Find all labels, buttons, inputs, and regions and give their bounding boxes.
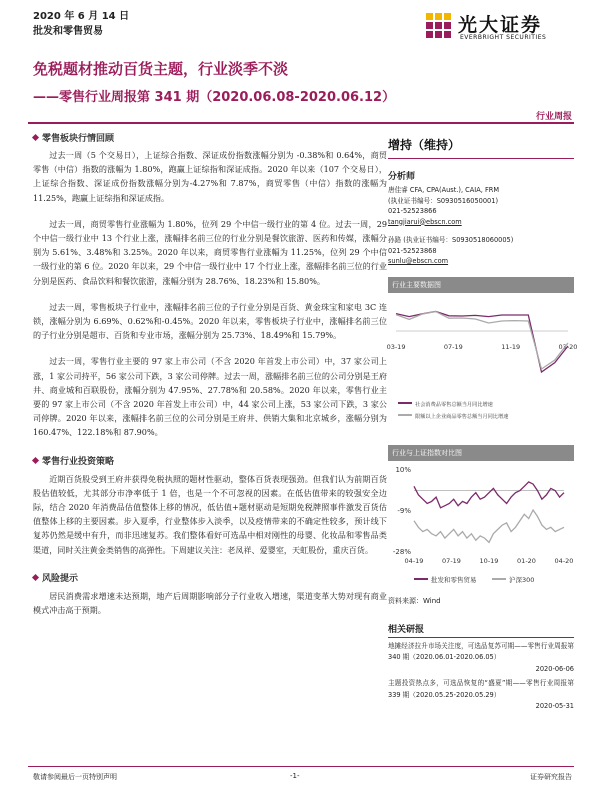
footer-disclaimer: 敬请参阅最后一页特别声明: [33, 773, 117, 781]
logo-mark-icon: [424, 10, 454, 42]
paragraph: 近期百货股受到王府井获得免税执照的题材性驱动，整体百货表现强劲。但我们认为前期百货股估值较低，尤其部分市净率低于 1 倍，也是一个不可忽视的因素。在低估值带来的较强安全边际，结合 2020 年消费品估值整体上移的情况，低估值+题材驱动是短期免税牌照事件激发百货估值整体上移的主要因素。步入夏季，行业整体步入淡季，以及疫情带来的不确定性较多，预计线下复苏仍然是缓中有升，而非迅速复苏。我们整体看好可选品中相对刚性的母婴、化妆品和零售品类渠道，同时关注黄金类销售的高弹性。下周建议关注：老凤祥、爱婴室，天虹股份，重庆百货。: [33, 473, 387, 555]
analyst-phone: 021-52523868: [388, 246, 437, 255]
page-number: -1-: [290, 772, 300, 780]
industry-name: 批发和零售贸易: [33, 26, 103, 37]
logo-en-text: EVERBRIGHT SECURITIES: [460, 34, 547, 41]
paragraph: 过去一周，零售板块子行业中，涨幅排名前三位的子行业分别是百货、黄金珠宝和家电 3C 连锁，涨幅分别为 6.69%、0.62%和-0.45%。2020 年以来，零售板块子行业中，涨幅排名前三位的子行业分别是超市、百货和专业市场，涨幅分别为 25.73%、18.49%和 15.79%。: [33, 301, 387, 341]
logo-cn-text: 光大证券: [458, 14, 543, 36]
analyst-email-link[interactable]: tangjiarui@ebscn.com: [388, 217, 462, 226]
report-type: 行业周报: [535, 112, 572, 122]
x-tick-label: 04-20: [554, 556, 574, 565]
analyst-card: [388, 235, 574, 267]
legend-label: 限额以上企业商品零售总额当月同比增速: [415, 413, 509, 420]
series-line: [396, 311, 568, 368]
chart1-svg: [386, 293, 578, 435]
chart-source: 资料来源：Wind: [388, 596, 441, 605]
analyst-name: 唐佳睿 CFA, CPA(Aust.), CAIA, FRM: [388, 186, 500, 194]
analyst-heading: 分析师: [388, 172, 416, 182]
related-report-date: 2020-05-31: [535, 702, 574, 710]
section-heading-strategy: [33, 452, 387, 470]
diamond-bullet-icon: [32, 574, 39, 581]
analyst-email-link[interactable]: sunlu@ebscn.com: [388, 257, 449, 265]
analyst-cert: (执业证书编号：S0930516050001): [388, 196, 499, 205]
diamond-bullet-icon: [32, 133, 39, 140]
series-line: [414, 481, 564, 507]
chart1-title: 行业主要数据图: [388, 277, 574, 293]
related-report-text[interactable]: 地摊经济拉升市场关注度，可选品复苏可期——零售行业周报第 340 期（2020.06.01-2020.06.05）: [388, 641, 574, 661]
legend-label: 批发和零售贸易: [431, 575, 477, 584]
analyst-phone: 021-52523866: [388, 207, 437, 215]
legend-label: 沪深300: [509, 575, 535, 584]
related-report-text[interactable]: 主题投资热点多，可选品恢复的“盛夏”期——零售行业周报第 339 期（2020.05.25-2020.05.29）: [388, 679, 574, 699]
company-logo: [424, 10, 574, 44]
report-subtitle: ——零售行业周报第 341 期（2020.06.08-2020.06.12）: [33, 90, 396, 105]
header-divider: [28, 122, 574, 124]
y-tick-label: -28%: [392, 547, 411, 556]
chart2-title: 行业与上证指数对比图: [388, 445, 574, 461]
related-report-date: 2020-06-06: [535, 664, 574, 673]
report-meta: [33, 9, 129, 39]
footer-divider: [28, 766, 574, 767]
diamond-bullet-icon: [32, 457, 39, 464]
analyst-name: 孙路 (执业证书编号：S0930518060005): [388, 236, 514, 244]
chart2-svg: [388, 461, 574, 593]
main-column: [33, 128, 387, 629]
section-heading-review: [33, 128, 387, 146]
x-tick-label: 04-19: [404, 556, 424, 565]
x-tick-label: 01-20: [517, 556, 536, 565]
report-date: 2020 年 6 月 14 日: [33, 11, 130, 22]
report-title: 免税题材推动百货主题，行业淡季不淡: [33, 60, 289, 78]
analyst-card: [388, 185, 574, 227]
paragraph: 过去一周，零售行业主要的 97 家上市公司（不含 2020 年首发上市公司）中，37 家公司上涨，1 家公司持平，56 家公司下跌，3 家公司停牌。过去一周，涨幅排名前三位的公司分别是王府井、商业城和百联股份，涨幅分别为 47.95%、27.78%和 20.58%。2020 年以来，零售行业主要的 97 家上市公司（不含 2020 年首发上市公司）中，44 家公司上涨，53 家公司下跌，3 家公司停牌。2020 年以来，涨幅排名前三位的公司分别是王府井、供销大集和北京城乡，涨幅分别为 160.47%、122.18%和 87.90%。: [33, 356, 387, 438]
related-heading: 相关研报: [388, 622, 574, 638]
sidebar: [386, 128, 578, 713]
related-report-item[interactable]: [388, 641, 574, 676]
paragraph: 过去一周（5 个交易日），上证综合指数、深证成份指数涨幅分别为 -0.38%和 0.64%，商贸零售（中信）指数的涨幅为 1.80%，跑赢上证综指和深证成指。2020 年以来（107 个交易日），上证综合指数、深证成份指数涨幅分别为-4.27%和 7.87%，商贸零售（中信）指数的涨幅为 11.25%，跑赢上证综指和深证成指。: [33, 150, 387, 203]
related-report-item[interactable]: [388, 678, 574, 713]
legend-label: 社会消费品零售总额当月同比增速: [415, 401, 493, 408]
section-heading-text: 零售板块行情回顾: [42, 133, 115, 144]
series-line: [414, 510, 564, 542]
x-tick-label: 07-19: [442, 556, 461, 565]
y-tick-label: 10%: [395, 465, 411, 474]
rating: 增持（维持）: [388, 136, 574, 159]
y-tick-label: -9%: [397, 506, 411, 515]
paragraph: 过去一周，商贸零售行业涨幅为 1.80%，位列 29 个中信一级行业的第 4 位。过去一周，29 个中信一级行业中 13 个行业上涨，涨幅排名前三位的行业分别是餐饮旅游、医药和传媒，涨幅分别为 5.61%、3.48%和 3.25%。2020 年以来，商贸零售行业涨幅为 11.25%，位列 29 个中信一级行业的第 6 位。2020 年以来，29 个中信一级行业中 17 个行业上涨，涨幅排名前三位的行业分别是医药、食品饮料和餐饮旅游，涨幅分别为 28.76%、18.23%和 15.80%。: [33, 218, 387, 286]
chart-industry-data: [386, 293, 578, 435]
section-heading-risk: [33, 569, 387, 587]
footer-report-label: 证券研究报告: [530, 773, 572, 781]
paragraph: 居民消费需求增速未达预期，地产后周期影响部分子行业收入增速，渠道变革大势对现有商业模式冲击高于预期。: [33, 590, 387, 616]
x-tick-label: 07-19: [443, 342, 463, 351]
x-tick-label: 03-20: [558, 342, 578, 351]
x-tick-label: 10-19: [479, 556, 499, 565]
x-tick-label: 11-19: [501, 342, 521, 351]
chart-index-compare: [388, 461, 574, 593]
section-heading-text: 风险提示: [42, 574, 79, 585]
x-tick-label: 03-19: [386, 342, 406, 351]
section-heading-text: 零售行业投资策略: [42, 457, 115, 468]
